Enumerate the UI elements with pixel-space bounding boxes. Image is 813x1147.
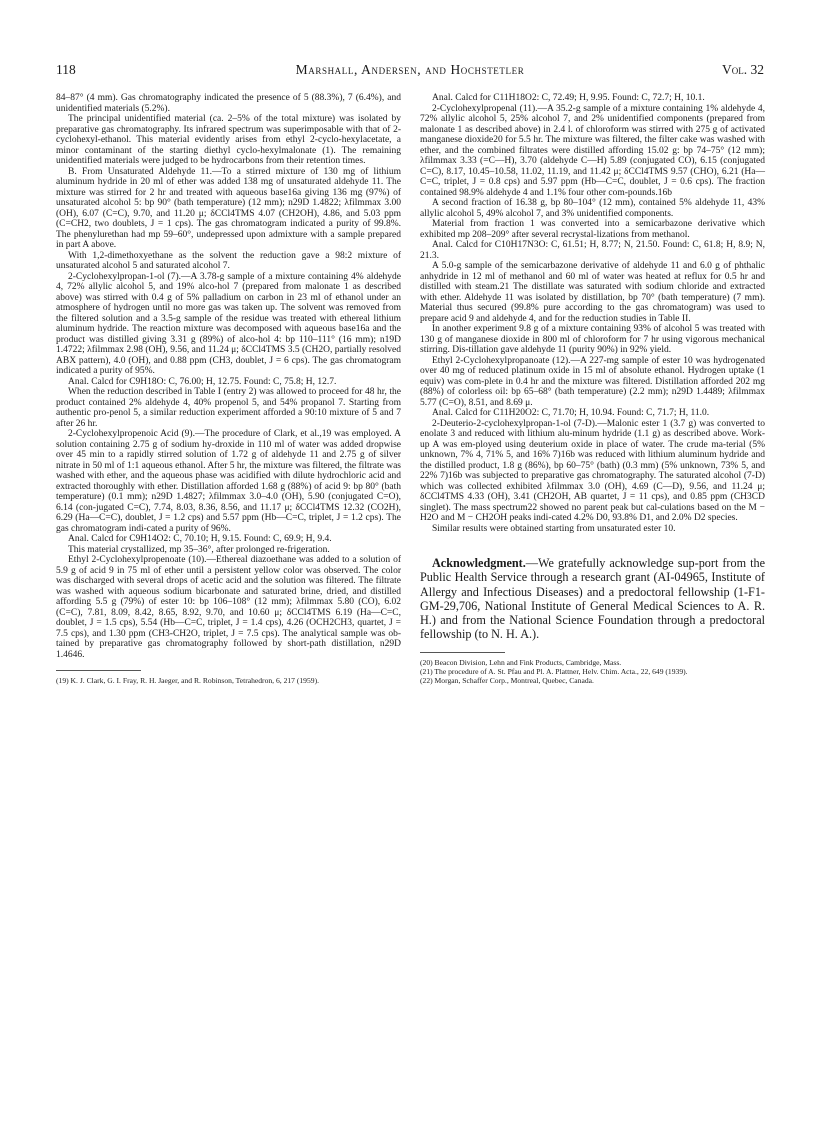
left-column — [56, 93, 401, 685]
paragraph: A second fraction of 16.38 g, bp 80–104° (12 mm), contained 5% aldehyde 11, 43% allylic alcohol 5, 49% alcohol 7, and 3% unidentified components. — [420, 198, 765, 219]
paragraph: B. From Unsaturated Aldehyde 11.—To a stirred mixture of 130 mg of lithium aluminum hydride in 20 ml of ether was added 138 mg of unsaturated aldehyde 11. The mixture was stirred for 2 hr and treated with aqueous base16a giving 136 mg (97%) of unsaturated alcohol 5: bp 90° (bath temperature) (12 mm); n29D 1.4822; λfilmmax 3.00 (OH), 6.07 (C=C), 9.70, and 11.20 μ; δCCl4TMS 4.07 (CH2OH), 4.86, and 5.03 ppm (C=CH2, two doublets, J = 1 cps). The gas chromatogram indicated a purity of 99.8%. The phenylurethan had mp 59–60°, undepressed upon admixture with a sample prepared in part A above. — [56, 166, 401, 250]
paragraph: 2-Cyclohexylpropan-1-ol (7).—A 3.78-g sample of a mixture containing 4% aldehyde 4, 72% allylic alcohol 5, and 19% alco-hol 7 (prepared from malonate 1 as described above) was stirred with 0.4 g of 5% palladium on carbon in 23 ml of ethanol under an atmosphere of hydrogen until no more gas was taken up. The solvent was removed from the filtered solution and a 3.5-g sample of the residue was treated with ethereal lithium aluminum hydride. The reaction mixture was decomposed with aqueous base16a and the product was distilled giving 3.31 g (89%) of alco-hol 4: bp 110–111° (16 mm); n19D 1.4722; λfilmmax 2.98 (OH), 9.56, and 11.24 μ; δCCl4TMS 3.5 (CH2O, partially resolved ABX pattern), 4.0 (OH), and 0.88 ppm (CH3, doublet, J = 6 cps). The gas chromatogram indicated a purity of 95%. — [56, 271, 401, 376]
paragraph: Ethyl 2-Cyclohexylpropanoate (12).—A 227-mg sample of ester 10 was hydrogenated over 40 mg of reduced platinum oxide in 15 ml of absolute ethanol. Hydrogen uptake (1 equiv) was com-plete in 0.4 hr and the mixture was filtered. Distillation afforded 202 mg (88%) of colorless oil: bp 65–68° (bath temperature) (2.2 mm); n29D 1.4489; λfilmmax 5.77 (C=O), 8.51, and 8.69 μ. — [420, 355, 765, 408]
footnote: (20) Beacon Division, Lehn and Fink Products, Cambridge, Mass. — [420, 657, 622, 667]
acknowledgment-text: —We gratefully acknowledge sup-port from the Public Health Service through a research grant (AI-04965, Institute of Allergy and Infectious Diseases) and a predoctoral fellowship (1-F1-GM-29,706, National Institute of General Medical Sciences to A. R. H.) and from the National Science Foundation through a predoctoral fellowship (to N. H. A.). — [420, 556, 765, 642]
paragraph: In another experiment 9.8 g of a mixture containing 93% of alcohol 5 was treated with 130 g of manganese dioxide in 800 ml of chloroform for 7 hr using vigorous mechanical stirring. Dis-tillation gave aldehyde 11 (purity 90%) in 92% yield. — [420, 324, 765, 355]
acknowledgment-heading: Acknowledgment. — [432, 556, 526, 570]
page-number: 118 — [56, 62, 76, 77]
paragraph: 84–87° (4 mm). Gas chromatography indicated the presence of 5 (88.3%), 7 (6.4%), and unidentified materials (5.2%). — [56, 93, 401, 114]
footnote: (19) K. J. Clark, G. I. Fray, R. H. Jaeger, and R. Robinson, Tetrahedron, 6, 217 (1959). — [56, 676, 320, 685]
paragraph: Anal. Calcd for C9H18O: C, 76.00; H, 12.75. Found: C, 75.8; H, 12.7. — [68, 376, 337, 387]
paragraph: Similar results were obtained starting from unsaturated ester 10. — [432, 523, 676, 534]
footnote: (21) The procedure of A. St. Pfau and Pl. A. Plattner, Helv. Chim. Acta., 22, 649 (1939). — [420, 667, 688, 677]
volume-label: Vol. 32 — [722, 62, 764, 77]
footnote-divider — [420, 652, 505, 653]
paragraph: When the reduction described in Table I (entry 2) was allowed to proceed for 48 hr, the product contained 2% aldehyde 4, 40% propenol 5, and 54% propanol 7. Starting from authentic pro-penol 5, a similar reduction experiment afforded a 90:10 mixture of 5 and 7 after 26 hr. — [56, 387, 401, 429]
paragraph: A 5.0-g sample of the semicarbazone derivative of aldehyde 11 and 6.0 g of phthalic anhydride in 12 ml of methanol and 60 ml of water was heated at reflux for 0.5 hr and distilled with steam.21 The distillate was saturated with sodium chloride and extracted with ether. Aldehyde 11 was isolated by distillation, bp 70° (bath temperature) (7 mm). Material thus secured (99.8% pure according to the gas chromatogram) was used to prepare acid 9 and aldehyde 4, and for the reduction studies in Table II. — [420, 261, 765, 324]
footnote-divider — [56, 670, 141, 671]
paragraph: 2-Cyclohexylpropenoic Acid (9).—The procedure of Clark, et al.,19 was employed. A solution containing 2.75 g of sodium hy-droxide in 110 ml of water was added dropwise over 45 min to a rapidly stirred solution of 1.72 g of aldehyde 11 and 2.75 g of silver nitrate in 50 ml of 1:1 aqueous ethanol. After 5 hr, the mixture was filtered, the filtrate was washed with ether, and the aqueous phase was acidified with dilute hydrochloric acid and extracted thoroughly with ether. Distillation afforded 1.68 g (88%) of acid 9: bp 80° (bath temperature) (0.1 mm); n29D 1.4827; λfilmmax 3.0–4.0 (OH), 5.90 (conjugated C=O), 6.14 (con-jugated C=C), 7.74, 8.03, 8.36, 8.56, and 11.17 μ; δCCl4TMS 12.32 (CO2H), 6.29 (Ha—C=C), doublet, J = 1.2 cps) and 5.57 ppm (Hb—C=C, triplet, J = 1.2 cps). The gas chromatogram indi-cated a purity of 96%. — [56, 429, 401, 534]
paragraph: Ethyl 2-Cyclohexylpropenoate (10).—Ethereal diazoethane was added to a solution of 5.9 g of acid 9 in 75 ml of ether until a persistent yellow color was observed. The color was discharged with several drops of acetic acid and the solution was filtered. The filtrate was washed with aqueous sodium bicarbonate and saturated brine, dried, and distilled affording 5.5 g (79%) of ester 10: bp 106–108° (12 mm); λfilmmax 5.80 (CO), 6.02 (C=C), 7.81, 8.09, 8.42, 8.65, 8.92, 9.70, and 10.60 μ; δCCl4TMS 6.19 (Ha—C=C, doublet, J = 1.5 cps), 5.54 (Hb—C=C, triplet, J = 1.4 cps), 4.26 (OCH2CH3, quartet, J = 7.5 cps), and 1.30 ppm (CH3-CH2O, triplet, J = 7.5 cps). The analytical sample was ob-tained by preparative gas chromatography followed by short-path distillation, n29D 1.4646. — [56, 555, 401, 660]
paragraph: The principal unidentified material (ca. 2–5% of the total mixture) was isolated by preparative gas chromatography. Its infrared spectrum was superimposable with that of 2-cyclohexyl-ethanol. This material evidently arises from ethyl 2-cyclo-hexylacetate, a minor contaminant of the starting diethyl cyclo-hexylmalonate (1). The remaining unidentified materials were judged to be hydrocarbons from their retention times. — [56, 114, 401, 166]
paragraph: With 1,2-dimethoxyethane as the solvent the reduction gave a 98:2 mixture of unsaturated alcohol 5 and saturated alcohol 7. — [56, 250, 401, 271]
paragraph: Anal. Calcd for C10H17N3O: C, 61.51; H, 8.77; N, 21.50. Found: C, 61.8; H, 8.9; N, 21.3. — [420, 240, 765, 261]
paragraph: Material from fraction 1 was converted into a semicarbazone derivative which exhibited mp 208–209° after several recrystal-lizations from methanol. — [420, 219, 765, 240]
paragraph: Anal. Calcd for C11H20O2: C, 71.70; H, 10.94. Found: C, 71.7; H, 11.0. — [432, 408, 710, 418]
paragraph: Anal. Calcd for C11H18O2: C, 72.49; H, 9.95. Found: C, 72.7; H, 10.1. — [432, 93, 705, 103]
right-column — [420, 93, 765, 686]
footnote: (22) Morgan, Schaffer Corp., Montreal, Quebec, Canada. — [420, 676, 594, 686]
paragraph: 2-Cyclohexylpropenal (11).—A 35.2-g sample of a mixture containing 1% aldehyde 4, 72% allylic alcohol 5, 25% alcohol 7, and 2% unidentified components (prepared from malonate 1 as described above) in 2.4 l. of chloroform was stirred with 275 g of activated manganese dioxide20 for 5.5 hr. The mixture was filtered, the filter cake was washed with ether, and the combined filtrates were distilled affording 15.02 g: bp 74–75° (12 mm); λfilmmax 3.33 (=C—H), 3.70 (aldehyde C—H) 5.89 (conjugated CO), 6.15 (conjugated C=C), 8.17, 10.45–10.58, 11.02, 11.19, and 11.42 μ; δCCl4TMS 9.57 (CHO), 6.21 (Ha—C=C, triplet, J = 0.8 cps) and 5.97 ppm (Hb—C=C, doublet, J = 0.6 cps). The fraction contained 98.9% aldehyde 4 and 1.1% four other com-pounds.16b — [420, 103, 765, 198]
page-header — [56, 62, 764, 80]
paragraph: 2-Deuterio-2-cyclohexylpropan-1-ol (7-D).—Malonic ester 1 (3.7 g) was converted to enolate 3 and reduced with lithium alu-minum hydride (1.1 g) as described above. Work-up A was em-ployed using deuterium oxide in place of water. The crude ma-terial (5% unknown, 7% 4, 71% 5, and 16% 7)16b was reduced with lithium aluminum hydride and the distilled product, 1.8 g (86%), bp 60–75° (bath) (0.3 mm) (5% unknown, 73% 5, and 22% 7)16b was subjected to preparative gas chromatography. The saturated alcohol (7-D) which was collected exhibited λfilmmax 3.0 (OH), 4.69 (C—D), 9.56, and 11.24 μ; δCCl4TMS 4.33 (OH), 3.41 (CH2OH, AB quartet, J = 11 cps), and 0.85 ppm (CH3CD singlet). The mass spectrum22 showed no parent peak but cal-culations based on the M − H2O and M − CH2OH peaks indi-cated 4.2% D0, 93.8% D1, and 2.0% D2 species. — [420, 418, 765, 523]
paragraph: Anal. Calcd for C9H14O2: C, 70.10; H, 9.15. Found: C, 69.9; H, 9.4. — [68, 534, 332, 544]
running-head-authors: Marshall, Andersen, and Hochstetler — [295, 62, 525, 77]
paragraph: This material crystallized, mp 35–36°, after prolonged re-frigeration. — [68, 544, 330, 555]
acknowledgment — [420, 556, 765, 642]
